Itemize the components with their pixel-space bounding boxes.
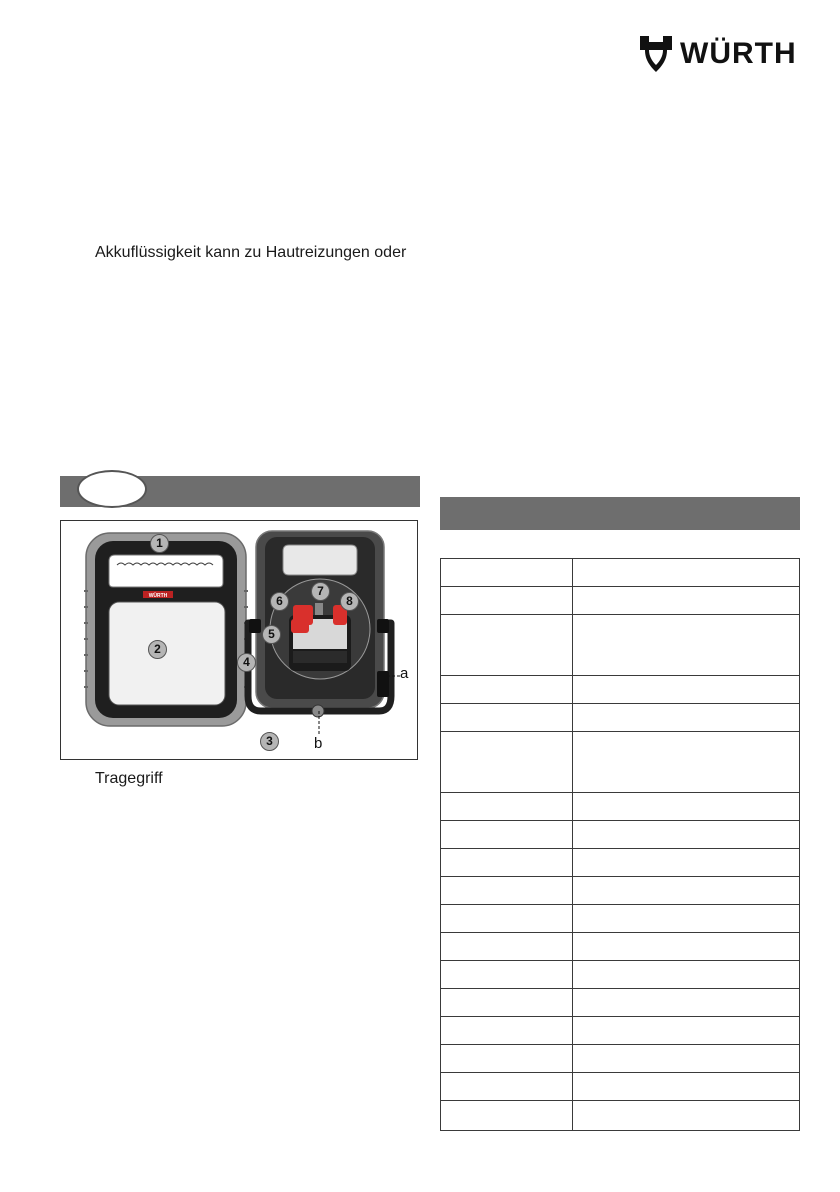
front-view: [84, 533, 248, 726]
table-cell-label: [441, 1101, 573, 1130]
table-cell-value: [573, 1073, 799, 1100]
table-row: [441, 905, 799, 933]
table-cell-value: [573, 704, 799, 731]
table-row: [441, 1017, 799, 1045]
warning-text: Akkuflüssigkeit kann zu Hautreizungen oder: [95, 244, 407, 261]
table-cell-label: [441, 793, 573, 820]
table-row: [441, 877, 799, 905]
table-row: [441, 732, 799, 793]
table-row: [441, 559, 799, 587]
label-a: a: [400, 665, 409, 682]
wurth-shield-icon: [640, 36, 672, 72]
callout-7: 7: [311, 582, 330, 601]
table-cell-label: [441, 615, 573, 675]
table-cell-label: [441, 877, 573, 904]
table-cell-value: [573, 1017, 799, 1044]
table-cell-label: [441, 1073, 573, 1100]
table-cell-label: [441, 933, 573, 960]
table-cell-value: [573, 615, 799, 675]
table-cell-value: [573, 1045, 799, 1072]
table-row: [441, 989, 799, 1017]
callout-5: 5: [262, 625, 281, 644]
table-row: [441, 676, 799, 704]
table-cell-value: [573, 676, 799, 703]
table-row: [441, 704, 799, 732]
table-cell-value: [573, 732, 799, 792]
table-cell-value: [573, 905, 799, 932]
table-cell-label: [441, 1045, 573, 1072]
table-row: [441, 933, 799, 961]
table-row: [441, 615, 799, 676]
callout-3: 3: [260, 732, 279, 751]
section-header-bar-left: [60, 476, 420, 507]
table-cell-value: [573, 989, 799, 1016]
callout-6: 6: [270, 592, 289, 611]
table-cell-label: [441, 821, 573, 848]
table-row: [441, 587, 799, 615]
table-cell-value: [573, 559, 799, 586]
table-cell-label: [441, 989, 573, 1016]
table-cell-value: [573, 933, 799, 960]
table-row: [441, 1073, 799, 1101]
callout-1: 1: [150, 534, 169, 553]
table-cell-label: [441, 1017, 573, 1044]
back-view: [248, 531, 391, 717]
table-cell-value: [573, 877, 799, 904]
table-cell-value: [573, 821, 799, 848]
table-cell-value: [573, 793, 799, 820]
svg-text:WÜRTH: WÜRTH: [148, 593, 168, 599]
table-row: [441, 821, 799, 849]
table-row: [441, 849, 799, 877]
table-cell-value: [573, 849, 799, 876]
callout-8: 8: [340, 592, 359, 611]
table-cell-label: [441, 905, 573, 932]
language-badge: [77, 470, 147, 508]
table-cell-label: [441, 676, 573, 703]
callout-4: 4: [237, 653, 256, 672]
table-cell-label: [441, 587, 573, 614]
legend-item-1: Tragegriff: [95, 770, 163, 787]
table-cell-label: [441, 849, 573, 876]
table-cell-label: [441, 704, 573, 731]
callout-2: 2: [148, 640, 167, 659]
table-cell-value: [573, 1101, 799, 1130]
product-figure: [60, 520, 418, 760]
table-cell-label: [441, 961, 573, 988]
table-cell-label: [441, 732, 573, 792]
table-row: [441, 961, 799, 989]
table-cell-label: [441, 559, 573, 586]
table-cell-value: [573, 587, 799, 614]
label-b: b: [314, 735, 323, 752]
product-illustration: [61, 521, 416, 758]
table-row: [441, 1045, 799, 1073]
table-cell-value: [573, 961, 799, 988]
wurth-logo: [640, 36, 802, 72]
table-row: [441, 793, 799, 821]
section-header-bar-right: [440, 497, 800, 530]
spec-table: [440, 558, 800, 1131]
brand-name: WÜRTH: [680, 37, 797, 70]
table-row: [441, 1101, 799, 1130]
